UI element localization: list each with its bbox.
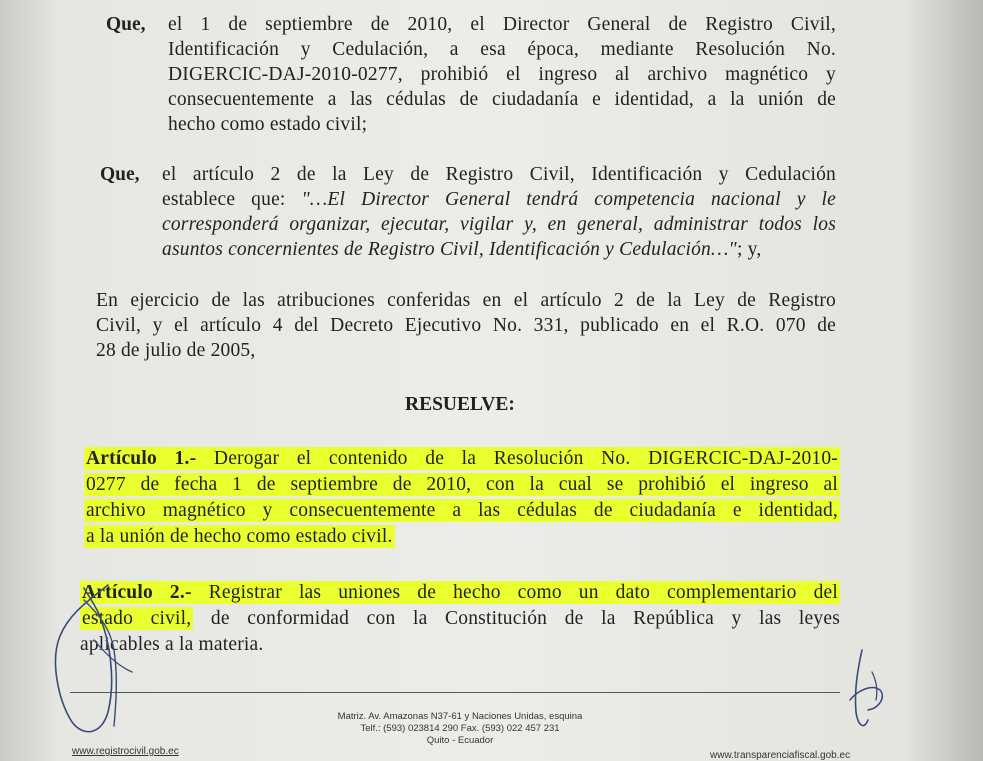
- paragraph-1: [168, 12, 836, 137]
- highlight: archivo magnético y consecuentemente a las cédulas de ciudadanía e identidad,: [86, 500, 838, 521]
- quote-italic: corresponderá organizar, ejecutar, vigilar y, en general, administrar todos los: [162, 214, 836, 235]
- paragraph-3-line: Civil, y el artículo 4 del Decreto Ejecutivo No. 331, publicado en el R.O. 070 de: [96, 315, 836, 336]
- articulo-2-text: de conformidad con la Constitución de la República y las leyes: [193, 608, 840, 629]
- articulo-2-label: Artículo 2.-: [82, 582, 192, 603]
- paragraph-2-plain: establece que:: [162, 189, 302, 210]
- footer-url-right: www.transparenciafiscal.gob.ec: [710, 750, 851, 761]
- articulo-1-text: Derogar el contenido de la Resolución No. DIGERCIC-DAJ-2010-: [213, 448, 838, 469]
- paragraph-1-line: DIGERCIC-DAJ-2010-0277, prohibió el ingreso al archivo magnético y: [168, 64, 836, 85]
- articulo-1-line: [84, 524, 840, 550]
- highlight: [84, 447, 840, 470]
- resuelve-heading: RESUELVE:: [405, 394, 515, 415]
- paragraph-1-line: Identificación y Cedulación, a esa época, mediante Resolución No.: [168, 39, 836, 60]
- highlight: 0277 de fecha 1 de septiembre de 2010, con la cual se prohibió el ingreso al: [86, 474, 838, 495]
- articulo-1-label: Artículo 1.-: [86, 448, 197, 469]
- paragraph-2-end: ; y,: [736, 239, 762, 260]
- footer-url-left: www.registrocivil.gob.ec: [72, 746, 179, 757]
- paragraph-2: [162, 162, 836, 262]
- articulo-2-line: aplicables a la materia.: [80, 634, 264, 655]
- footer-address-line: Matriz. Av. Amazonas N37-61 y Naciones Unidas, esquina: [337, 711, 583, 722]
- footer-address: [300, 711, 620, 747]
- articulo-1-line: [84, 498, 840, 524]
- paragraph-3-line: 28 de julio de 2005,: [96, 340, 256, 361]
- paragraph-2-line: el artículo 2 de la Ley de Registro Civil, Identificación y Cedulación: [162, 164, 836, 185]
- articulo-2: [80, 580, 840, 658]
- footer-phone-line: Telf.: (593) 023814 290 Fax. (593) 022 457 231: [360, 723, 560, 734]
- highlight: [80, 581, 840, 604]
- articulo-2-line: [80, 580, 840, 606]
- footer-rule: [70, 692, 840, 693]
- articulo-1: [84, 446, 840, 550]
- articulo-2-line: [80, 606, 840, 632]
- articulo-2-text: Registrar las uniones de hecho como un dato complementario del: [208, 582, 838, 603]
- que-label-1: Que,: [106, 14, 146, 35]
- footer-city-line: Quito - Ecuador: [426, 735, 494, 746]
- quote-italic: asuntos concernientes de Registro Civil, Identificación y Cedulación…": [162, 239, 737, 260]
- paragraph-2-line: [162, 237, 836, 262]
- paragraph-2-line: [162, 187, 836, 212]
- articulo-1-line: [84, 472, 840, 498]
- articulo-1-line: [84, 446, 840, 472]
- paragraph-1-line: consecuentemente a las cédulas de ciudadanía e identidad, a la unión de: [168, 89, 836, 110]
- quote-italic: "…El Director General tendrá competencia nacional y le: [301, 189, 836, 210]
- que-label-2: Que,: [100, 164, 140, 185]
- highlight: estado civil,: [82, 608, 192, 629]
- paragraph-3-line: En ejercicio de las atribuciones conferidas en el artículo 2 de la Ley de Registro: [96, 290, 836, 311]
- highlight: a la unión de hecho como estado civil.: [86, 526, 393, 547]
- paragraph-1-line: hecho como estado civil;: [168, 114, 368, 135]
- paragraph-3: [96, 288, 836, 363]
- paragraph-1-line: el 1 de septiembre de 2010, el Director General de Registro Civil,: [168, 14, 836, 35]
